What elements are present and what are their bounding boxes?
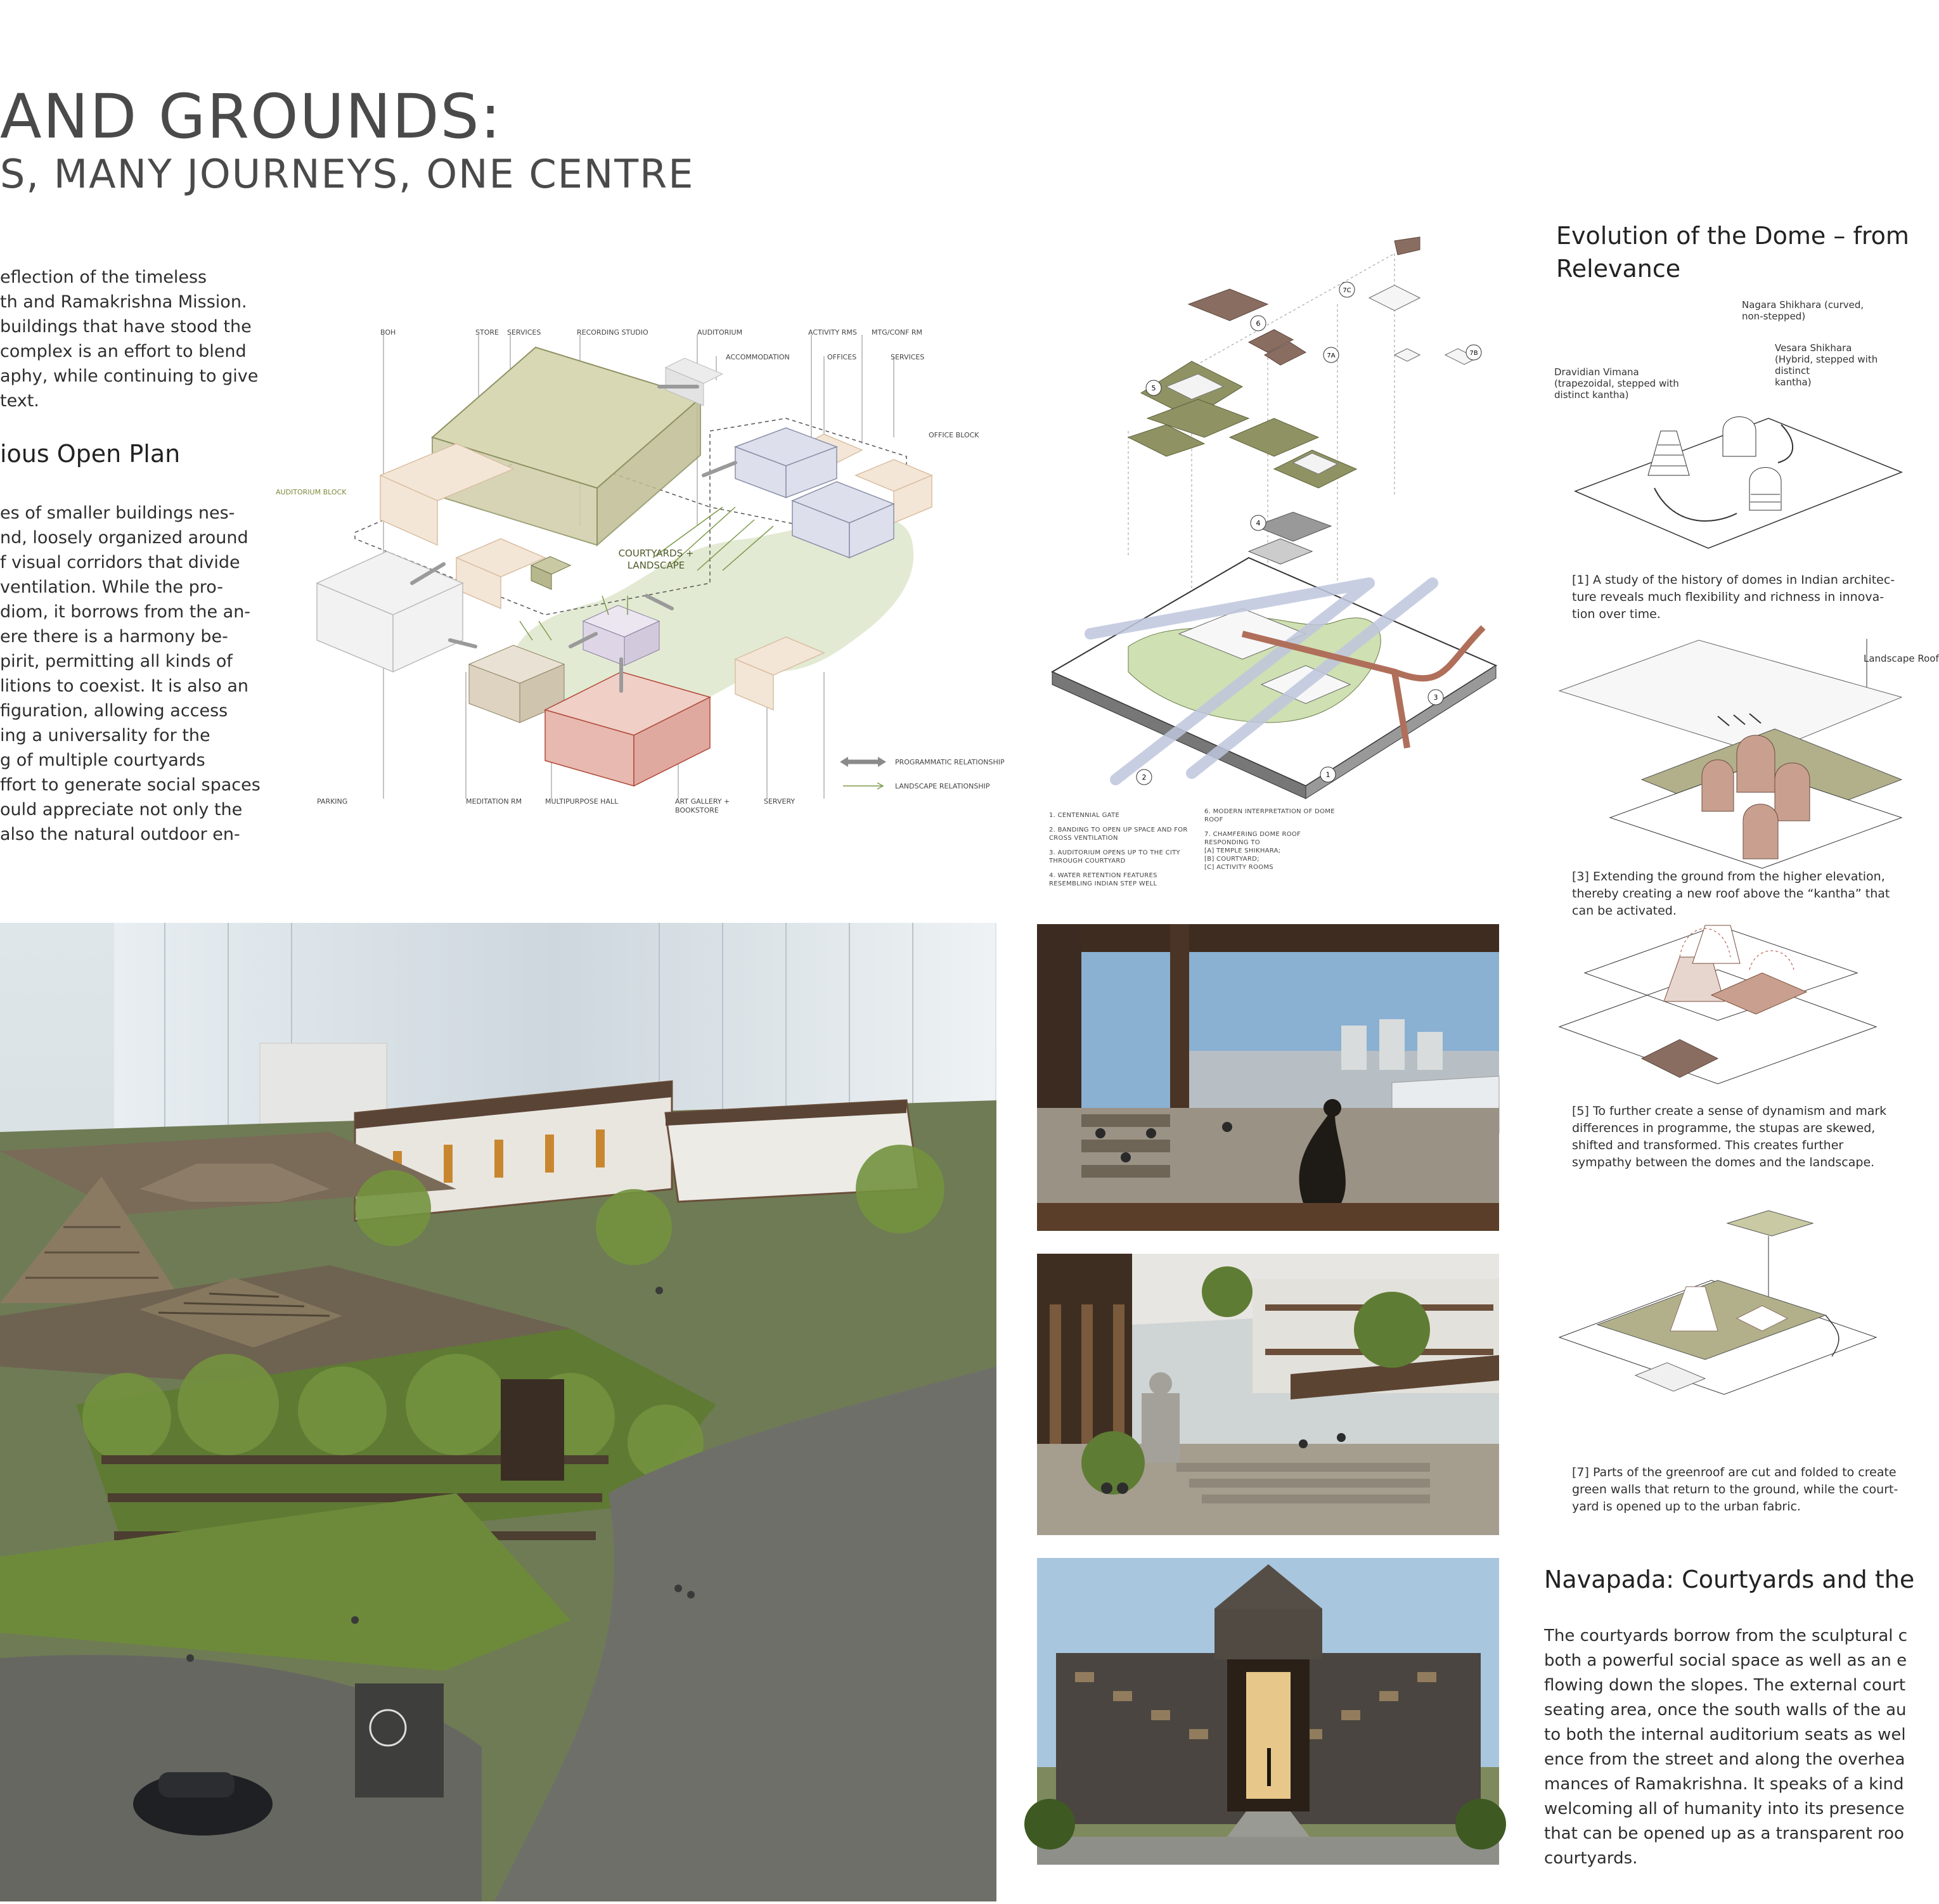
open-plan-line: ffort to generate social spaces bbox=[0, 775, 261, 795]
caption-line: thereby creating a new roof above the “kantha” that bbox=[1572, 887, 1890, 901]
note-line: 3. AUDITORIUM OPENS UP TO THE CITY bbox=[1049, 849, 1180, 856]
program-relationship-diagram bbox=[266, 317, 1014, 824]
intro-line: aphy, while continuing to give bbox=[0, 366, 259, 386]
marker-1: 1 bbox=[1325, 771, 1330, 779]
page-subtitle: S, MANY JOURNEYS, ONE CENTRE bbox=[0, 151, 695, 197]
label-boh: BOH bbox=[380, 328, 396, 337]
label-courtyards: COURTYARDS + bbox=[618, 548, 694, 559]
navapada-line: courtyards. bbox=[1544, 1849, 1638, 1868]
note-line: 2. BANDING TO OPEN UP SPACE AND FOR bbox=[1049, 827, 1188, 833]
navapada-heading: Navapada: Courtyards and the bbox=[1544, 1566, 1915, 1593]
label-mtg-conf: MTG/CONF RM bbox=[872, 328, 922, 337]
label-multipurpose: MULTIPURPOSE HALL bbox=[545, 797, 619, 806]
dome-caption-7 bbox=[1572, 1464, 1898, 1515]
parking-block bbox=[317, 551, 463, 672]
label-store: STORE bbox=[475, 328, 499, 337]
caption-line: tion over time. bbox=[1572, 607, 1661, 621]
open-plan-line: nd, loosely organized around bbox=[0, 528, 248, 548]
label-line: non-stepped) bbox=[1742, 311, 1806, 322]
note-line: 7. CHAMFERING DOME ROOF bbox=[1204, 831, 1301, 838]
marker-3: 3 bbox=[1433, 693, 1438, 702]
dome-heading-line2: Relevance bbox=[1556, 255, 1681, 283]
caption-line: green walls that return to the ground, while the court- bbox=[1572, 1483, 1898, 1496]
dome-diagram-5 bbox=[1559, 925, 1876, 1084]
diagram-legend bbox=[840, 757, 1005, 790]
caption-line: [1] A study of the history of domes in Indian architec- bbox=[1572, 573, 1895, 587]
dome-caption-5 bbox=[1572, 1103, 1886, 1171]
open-plan-line: ere there is a harmony be- bbox=[0, 627, 228, 646]
note-line: RESPONDING TO bbox=[1204, 839, 1260, 846]
open-plan-line: figuration, allowing access bbox=[0, 701, 228, 721]
open-plan-line: ing a universality for the bbox=[0, 726, 210, 745]
note-line: RESEMBLING INDIAN STEP WELL bbox=[1049, 880, 1157, 887]
label-line: distinct kantha) bbox=[1554, 389, 1629, 401]
gate-illustration bbox=[1037, 1558, 1499, 1865]
intro-line: text. bbox=[0, 391, 39, 411]
courtyard-illustration bbox=[1037, 1254, 1499, 1535]
dome-caption-3 bbox=[1572, 868, 1890, 920]
caption-line: shifted and transformed. This creates further bbox=[1572, 1138, 1844, 1152]
page-title: AND GROUNDS: bbox=[0, 81, 502, 152]
note-line: [B] COURTYARD; bbox=[1204, 856, 1259, 863]
note-line: 6. MODERN INTERPRETATION OF DOME bbox=[1204, 808, 1335, 815]
parked-car bbox=[133, 1772, 273, 1836]
dome-diagram-3 bbox=[1559, 639, 1902, 868]
label-line: (trapezoidal, stepped with bbox=[1554, 378, 1679, 389]
intro-line: eflection of the timeless bbox=[0, 267, 207, 287]
label-services: SERVICES bbox=[507, 328, 541, 337]
navapada-line: flowing down the slopes. The external court bbox=[1544, 1676, 1906, 1695]
exploded-notes-left bbox=[1049, 811, 1188, 888]
label-auditorium-block: AUDITORIUM BLOCK bbox=[276, 488, 347, 496]
open-plan-line: pirit, permitting all kinds of bbox=[0, 652, 233, 671]
aerial-render-illustration bbox=[0, 923, 996, 1901]
navapada-line: both a powerful social space as well as an e bbox=[1544, 1651, 1907, 1670]
open-plan-line: also the natural outdoor en- bbox=[0, 825, 240, 844]
label-meditation: MEDITATION RM bbox=[466, 797, 522, 806]
label-line: kantha) bbox=[1775, 376, 1812, 388]
exploded-notes-right bbox=[1204, 807, 1335, 872]
intro-line: complex is an effort to blend bbox=[0, 342, 247, 361]
navapada-line: welcoming all of humanity into its presence bbox=[1544, 1799, 1905, 1818]
navapada-line: seating area, once the south walls of the au bbox=[1544, 1701, 1907, 1720]
open-plan-line: ventilation. While the pro- bbox=[0, 577, 224, 597]
dome-caption-1 bbox=[1572, 572, 1895, 623]
open-plan-line: ould appreciate not only the bbox=[0, 800, 243, 820]
open-plan-line: g of multiple courtyards bbox=[0, 750, 205, 770]
caption-line: [5] To further create a sense of dynamism and mark bbox=[1572, 1104, 1887, 1118]
caption-line: sympathy between the domes and the landscape. bbox=[1572, 1155, 1875, 1169]
auditorium-block bbox=[432, 347, 700, 545]
navapada-paragraph bbox=[1544, 1624, 1907, 1871]
open-plan-line: diom, it borrows from the an- bbox=[0, 602, 251, 622]
label-parking: PARKING bbox=[317, 797, 348, 806]
marker-7c: 7C bbox=[1343, 287, 1351, 294]
dome-diagram-7 bbox=[1559, 1211, 1876, 1394]
legend-landscape: LANDSCAPE RELATIONSHIP bbox=[895, 782, 990, 790]
navapada-line: to both the internal auditorium seats as wel bbox=[1544, 1725, 1906, 1744]
legend-programmatic: PROGRAMMATIC RELATIONSHIP bbox=[895, 758, 1005, 766]
label-line: Nagara Shikhara (curved, bbox=[1742, 299, 1864, 311]
pavilion-dance-render bbox=[1037, 924, 1499, 1231]
label-nagara bbox=[1742, 299, 1864, 322]
label-bookstore: BOOKSTORE bbox=[675, 806, 719, 814]
pavilion-illustration bbox=[1037, 924, 1499, 1231]
note-line: 4. WATER RETENTION FEATURES bbox=[1049, 872, 1157, 879]
label-dravidian bbox=[1554, 366, 1679, 401]
note-line: ROOF bbox=[1204, 816, 1223, 823]
label-recording-studio: RECORDING STUDIO bbox=[577, 328, 648, 337]
open-plan-line: f visual corridors that divide bbox=[0, 553, 240, 572]
navapada-line: The courtyards borrow from the sculptural c bbox=[1544, 1626, 1908, 1645]
caption-line: ture reveals much flexibility and richness in innova- bbox=[1572, 590, 1884, 604]
marker-7a: 7A bbox=[1327, 352, 1336, 359]
navapada-line: mances of Ramakrishna. It speaks of a kind bbox=[1544, 1775, 1904, 1794]
open-plan-line: es of smaller buildings nes- bbox=[0, 503, 235, 523]
label-activity-rms: ACTIVITY RMS bbox=[808, 328, 857, 337]
label-landscape-roof: Landscape Roof bbox=[1864, 653, 1939, 664]
open-plan-line: litions to coexist. It is also an bbox=[0, 676, 249, 696]
marker-7b: 7B bbox=[1469, 350, 1478, 357]
label-accommodation: ACCOMMODATION bbox=[726, 353, 790, 361]
dome-diagram-1 bbox=[1575, 417, 1902, 549]
open-plan-paragraph bbox=[0, 501, 261, 847]
note-line: [A] TEMPLE SHIKHARA; bbox=[1204, 847, 1281, 854]
label-office-block: OFFICE BLOCK bbox=[929, 431, 979, 439]
label-line: Dravidian Vimana bbox=[1554, 366, 1639, 378]
dome-heading-line1: Evolution of the Dome – from bbox=[1556, 222, 1909, 250]
aerial-render bbox=[0, 923, 996, 1901]
note-line: CROSS VENTILATION bbox=[1049, 835, 1118, 842]
marker-4: 4 bbox=[1256, 519, 1261, 527]
label-art-gallery: ART GALLERY + bbox=[675, 797, 730, 806]
open-plan-heading: ious Open Plan bbox=[0, 440, 181, 468]
navapada-line: ence from the street and along the overhea bbox=[1544, 1750, 1905, 1769]
intro-line: th and Ramakrishna Mission. bbox=[0, 292, 247, 312]
label-servery: SERVERY bbox=[764, 797, 796, 806]
note-line: 1. CENTENNIAL GATE bbox=[1049, 812, 1120, 819]
label-offices: OFFICES bbox=[827, 353, 857, 361]
centennial-gate-render bbox=[1037, 1558, 1499, 1865]
note-line: [C] ACTIVITY ROOMS bbox=[1204, 864, 1273, 871]
label-vesara bbox=[1775, 342, 1902, 388]
navapada-line: that can be opened up as a transparent roo bbox=[1544, 1824, 1904, 1843]
marker-2: 2 bbox=[1142, 773, 1147, 782]
statue-courtyard-render bbox=[1037, 1254, 1499, 1535]
label-services-2: SERVICES bbox=[891, 353, 925, 361]
caption-line: yard is opened up to the urban fabric. bbox=[1572, 1500, 1801, 1514]
label-auditorium: AUDITORIUM bbox=[697, 328, 743, 337]
marker-6: 6 bbox=[1256, 319, 1261, 328]
label-line: Vesara Shikhara bbox=[1775, 342, 1852, 354]
marker-5: 5 bbox=[1151, 384, 1156, 392]
caption-line: [7] Parts of the greenroof are cut and folded to create bbox=[1572, 1465, 1897, 1479]
caption-line: [3] Extending the ground from the higher elevation, bbox=[1572, 870, 1885, 884]
label-landscape: LANDSCAPE bbox=[627, 560, 685, 571]
caption-line: can be activated. bbox=[1572, 904, 1677, 918]
exploded-axonometric-diagram bbox=[1040, 228, 1521, 811]
intro-paragraph bbox=[0, 265, 258, 413]
label-line: (Hybrid, stepped with distinct bbox=[1775, 354, 1878, 376]
note-line: THROUGH COURTYARD bbox=[1049, 858, 1126, 865]
intro-line: buildings that have stood the bbox=[0, 317, 252, 337]
caption-line: differences in programme, the stupas are skewed, bbox=[1572, 1121, 1876, 1135]
